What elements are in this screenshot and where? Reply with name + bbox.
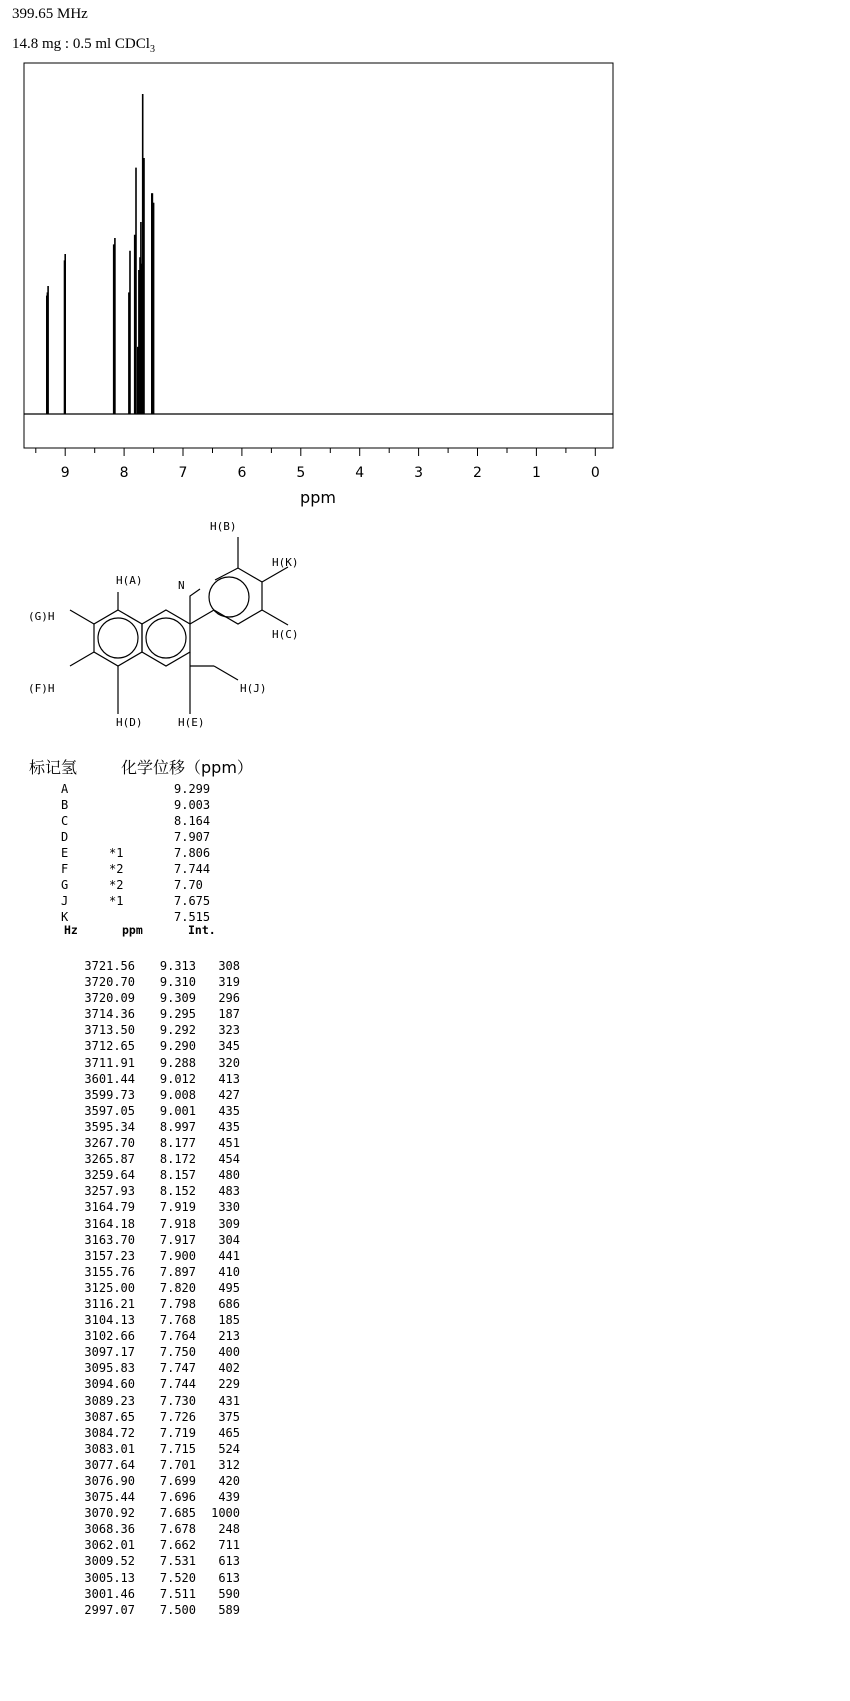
chemical-shift-table [29,757,289,925]
label-h-e: H(E) [178,716,205,729]
header-shift: 化学位移（ppm） [121,758,253,777]
peak-row [40,1521,240,1537]
peak-int: 312 [218,1457,240,1472]
peak-int: 304 [218,1232,240,1247]
peak-hz: 3712.65 [84,1039,135,1054]
peak-ppm: 9.288 [159,1055,196,1070]
peak-int: 427 [218,1087,240,1102]
sample-subscript: 3 [149,44,155,55]
peak-ppm: 7.730 [159,1393,196,1408]
x-tick-label-2: 2 [473,465,482,481]
label-h-d: H(D) [116,716,143,729]
peak-row [40,1135,240,1151]
peak-ppm: 7.685 [159,1506,196,1521]
peak-ppm: 7.744 [159,1377,196,1392]
peak-row [40,1087,240,1103]
shift-note: *2 [109,878,124,892]
peak-ppm: 7.531 [159,1554,196,1569]
peak-row [40,1119,240,1135]
peak-ppm: 9.001 [159,1103,196,1118]
peak-int: 296 [218,991,240,1006]
peak-hz: 3163.70 [84,1232,135,1247]
shift-label: F [61,862,69,876]
peak-int: 613 [218,1570,240,1585]
shift-label: C [61,814,69,828]
peak-int: 431 [218,1393,240,1408]
peak-hz: 3597.05 [84,1103,135,1118]
peak-int: 345 [218,1039,240,1054]
peak-row [40,1553,240,1569]
shift-note: *1 [109,846,124,860]
peak-list-table [40,922,240,1617]
peak-int: 589 [218,1602,240,1617]
shift-note: *2 [109,862,124,876]
shift-row [29,893,289,909]
peak-int: 451 [218,1136,240,1151]
peak-int: 435 [218,1103,240,1118]
right-ring-lower-bond [190,610,214,624]
left-ring-circle [98,618,138,658]
peak-hz: 3711.91 [84,1055,135,1070]
peak-row [40,1232,240,1248]
shift-row [29,829,289,845]
peak-int: 483 [218,1184,240,1199]
peak-ppm: 7.520 [159,1570,196,1585]
peak-row [40,1038,240,1054]
shift-value: 7.675 [174,894,211,908]
shift-value: 7.70 [174,878,203,892]
peak-ppm: 7.511 [159,1586,196,1601]
peak-row [40,1264,240,1280]
peak-ppm: 8.172 [159,1152,196,1167]
peak-row [40,958,240,974]
x-tick-label-9: 9 [60,465,70,481]
x-tick-label-0: 0 [590,465,600,481]
peak-row [40,1328,240,1344]
peak-int: 465 [218,1425,240,1440]
peak-hz: 3599.73 [84,1087,135,1102]
peak-row [40,1280,240,1296]
shift-row [29,781,289,797]
peak-int: 454 [218,1152,240,1167]
peak-hz: 3714.36 [84,1007,135,1022]
peak-hz: 3259.64 [84,1168,135,1183]
shift-label: G [61,878,69,892]
peak-ppm: 9.008 [159,1087,196,1102]
x-tick-label-7: 7 [178,465,188,481]
shift-value: 7.515 [174,910,211,924]
peak-hz: 3157.23 [84,1248,135,1263]
shift-label: A [61,782,69,796]
peak-hz: 3721.56 [84,959,135,973]
peak-hz: 3155.76 [84,1264,135,1279]
shift-value: 7.744 [174,862,211,876]
peak-int: 308 [218,959,240,973]
x-tick-label-5: 5 [296,465,306,481]
peak-hz: 3265.87 [84,1152,135,1167]
peak-ppm: 7.662 [159,1538,196,1553]
peak-int: 400 [218,1345,240,1360]
peak-hz: 3070.92 [84,1506,135,1521]
shift-row [29,877,289,893]
peak-hz: 3720.70 [84,975,135,990]
peak-ppm: 7.678 [159,1522,196,1537]
spectrometer-frequency: 399.65 MHz [12,6,88,22]
peak-int: 330 [218,1200,240,1215]
peak-ppm: 8.177 [159,1136,196,1151]
peak-row [40,1586,240,1602]
header-ppm: ppm [122,923,143,937]
peak-int: 309 [218,1216,240,1231]
peak-hz: 3084.72 [84,1425,135,1440]
peak-row [40,1199,240,1215]
peak-hz: 3104.13 [84,1313,135,1328]
peak-int: 711 [218,1538,240,1553]
label-h-k: H(K) [272,556,299,569]
shift-label: D [61,830,69,844]
peak-ppm: 7.917 [159,1232,196,1247]
peak-row [40,1409,240,1425]
peak-hz: 3077.64 [84,1457,135,1472]
peak-ppm: 7.918 [159,1216,196,1231]
shift-row [29,845,289,861]
peak-int: 590 [218,1586,240,1601]
peak-ppm: 7.500 [159,1602,196,1617]
peak-row [40,1071,240,1087]
shift-value: 7.907 [174,830,211,844]
x-tick-label-8: 8 [119,465,129,481]
label-h-g: (G)H [28,610,55,623]
peak-row [40,1055,240,1071]
peak-ppm: 8.152 [159,1184,196,1199]
peak-row [40,1151,240,1167]
peak-row [40,1248,240,1264]
peak-row [40,1393,240,1409]
peak-ppm: 9.313 [159,959,196,973]
peak-ppm: 7.715 [159,1441,196,1456]
peak-ppm: 7.768 [159,1313,196,1328]
peak-int: 420 [218,1474,240,1488]
peak-int: 320 [218,1055,240,1070]
peak-int: 439 [218,1490,240,1505]
peak-hz: 3164.79 [84,1200,135,1215]
peak-ppm: 7.900 [159,1248,196,1263]
peak-hz: 3257.93 [84,1184,135,1199]
peak-row [40,1344,240,1360]
peak-hz: 3125.00 [84,1280,135,1295]
peak-row [40,1602,240,1618]
shift-value: 7.806 [174,846,211,860]
label-h-c: H(C) [272,628,299,641]
peak-row [40,1312,240,1328]
peak-row [40,1537,240,1553]
x-tick-label-6: 6 [237,465,247,481]
peak-row [40,1022,240,1038]
peak-ppm: 9.290 [159,1039,196,1054]
shift-value: 8.164 [174,814,211,828]
peak-ppm: 7.726 [159,1409,196,1424]
peak-row [40,1473,240,1489]
peak-hz: 3001.46 [84,1586,135,1601]
peak-ppm: 7.764 [159,1329,196,1344]
header-label: 标记氢 [29,758,78,777]
peak-ppm: 7.820 [159,1280,196,1295]
peak-row [40,1570,240,1586]
peak-hz: 3062.01 [84,1538,135,1553]
peak-int: 229 [218,1377,240,1392]
x-tick-label-1: 1 [531,465,541,481]
peak-ppm: 9.292 [159,1023,196,1038]
middle-ring-circle [146,618,186,658]
x-tick-label-4: 4 [355,465,365,481]
peak-ppm: 7.750 [159,1345,196,1360]
label-h-a: H(A) [116,574,143,587]
right-ring-circle [209,577,249,617]
peak-row [40,1360,240,1376]
shift-label: B [61,798,69,812]
peak-ppm: 8.997 [159,1119,196,1134]
peak-int: 213 [218,1329,240,1344]
peak-row [40,1457,240,1473]
header-int: Int. [188,923,216,937]
peak-int: 413 [218,1071,240,1086]
peak-int: 1000 [211,1506,240,1521]
peak-ppm: 7.919 [159,1200,196,1215]
peak-int: 441 [218,1248,240,1263]
peak-row [40,1425,240,1441]
peak-ppm: 9.295 [159,1007,196,1022]
peak-int: 375 [218,1409,240,1424]
peak-hz: 3083.01 [84,1441,135,1456]
peak-hz: 3116.21 [84,1296,135,1311]
peak-hz: 3095.83 [84,1361,135,1376]
peak-row [40,1183,240,1199]
shift-note: *1 [109,894,124,908]
peak-rows [40,958,240,1618]
peak-hz: 3102.66 [84,1329,135,1344]
shift-label: E [61,846,69,860]
peak-row [40,1376,240,1392]
peak-row [40,1441,240,1457]
x-axis-label: ppm [300,488,336,507]
peak-row [40,1103,240,1119]
peak-int: 248 [218,1522,240,1537]
peak-hz: 3720.09 [84,991,135,1006]
peak-int: 319 [218,975,240,990]
peak-row [40,1216,240,1232]
peak-hz: 3075.44 [84,1490,135,1505]
peak-ppm: 7.701 [159,1457,196,1472]
peak-hz: 3267.70 [84,1136,135,1151]
peak-int: 495 [218,1280,240,1295]
peak-row [40,990,240,1006]
label-h-b: H(B) [210,520,237,533]
peak-hz: 3087.65 [84,1409,135,1424]
peak-int: 187 [218,1007,240,1022]
peak-row [40,1167,240,1183]
x-tick-label-3: 3 [414,465,424,481]
peak-row [40,1505,240,1521]
peak-hz: 3009.52 [84,1554,135,1569]
peak-ppm: 7.747 [159,1361,196,1376]
peak-ppm: 9.310 [159,975,196,990]
peak-hz: 2997.07 [84,1602,135,1617]
peak-row [40,1296,240,1312]
peak-ppm: 7.798 [159,1296,196,1311]
peak-hz: 3164.18 [84,1216,135,1231]
peak-row [40,974,240,990]
peak-int: 402 [218,1361,240,1376]
peak-ppm: 7.696 [159,1490,196,1505]
peak-hz: 3089.23 [84,1393,135,1408]
peak-int: 410 [218,1264,240,1279]
shift-row [29,861,289,877]
peak-hz: 3068.36 [84,1522,135,1537]
shift-row [29,813,289,829]
peak-row [40,1006,240,1022]
peak-hz: 3094.60 [84,1377,135,1392]
shift-table-header [29,757,289,779]
peak-int: 480 [218,1168,240,1183]
shift-row [29,797,289,813]
peak-ppm: 7.719 [159,1425,196,1440]
peak-int: 323 [218,1023,240,1038]
peak-ppm: 8.157 [159,1168,196,1183]
molecule-structure [0,0,850,740]
peak-hz: 3595.34 [84,1119,135,1134]
peak-int: 686 [218,1296,240,1311]
shift-label: K [61,910,69,924]
label-h-j: H(J) [240,682,267,695]
peak-hz: 3076.90 [84,1474,135,1488]
header-hz: Hz [64,923,78,937]
shift-label: J [61,894,69,908]
peak-row [40,1489,240,1505]
peak-hz: 3713.50 [84,1023,135,1038]
shift-value: 9.299 [174,782,211,796]
peak-ppm: 7.699 [159,1474,196,1488]
peak-table-header [40,922,240,938]
peak-int: 185 [218,1313,240,1328]
peak-hz: 3097.17 [84,1345,135,1360]
sample-text: 14.8 mg : 0.5 ml CDCl [12,36,150,52]
peak-ppm: 7.897 [159,1264,196,1279]
atom-n: N [178,579,185,592]
peak-hz: 3005.13 [84,1570,135,1585]
peak-ppm: 9.012 [159,1071,196,1086]
peak-ppm: 9.309 [159,991,196,1006]
peak-int: 435 [218,1119,240,1134]
peak-hz: 3601.44 [84,1071,135,1086]
peak-int: 613 [218,1554,240,1569]
label-h-f: (F)H [28,682,55,695]
shift-value: 9.003 [174,798,211,812]
peak-int: 524 [218,1441,240,1456]
